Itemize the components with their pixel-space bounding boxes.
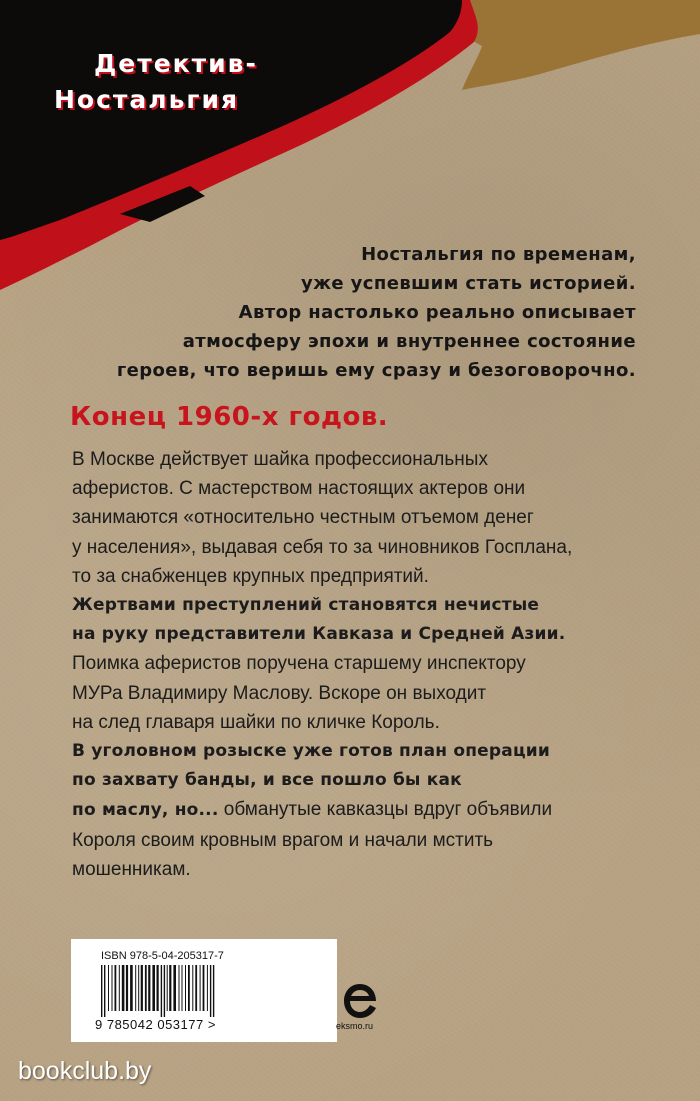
blurb-line: Ностальгия по временам, — [361, 244, 636, 265]
annotation-line-bold: по захвату банды, и все пошло бы как — [72, 770, 462, 791]
barcode-bar — [126, 965, 128, 1011]
barcode-bar — [119, 965, 120, 1011]
annotation-line: Поимка аферистов поручена старшему инспектору — [72, 653, 526, 675]
annotation-text — [72, 445, 672, 884]
publisher-site: eksmo.ru — [336, 1021, 374, 1031]
barcode-bar — [104, 965, 105, 1017]
barcode-bar — [138, 965, 139, 1011]
barcode-bar — [185, 965, 186, 1011]
watermark: bookclub.by — [18, 1057, 152, 1085]
period-heading: Конец 1960-х годов. — [70, 402, 389, 432]
barcode-bar — [108, 965, 109, 1011]
annotation-bold-fragment: по маслу, но... — [72, 800, 219, 821]
barcode-bar — [195, 965, 197, 1011]
barcode-bar — [161, 965, 162, 1017]
annotation-line: Короля своим кровным врагом и начали мстить — [72, 829, 494, 851]
eksmo-logo-icon — [341, 981, 379, 1021]
annotation-line: аферистов. С мастерством настоящих актеров они — [72, 478, 526, 500]
annotation-line: у населения», выдавая себя то за чиновников Госплана, — [72, 536, 573, 558]
annotation-line-bold: на руку представители Кавказа и Средней Азии. — [72, 624, 566, 645]
barcode-bar — [141, 965, 143, 1011]
barcode-bar — [200, 965, 201, 1011]
barcode-bar — [192, 965, 193, 1011]
barcode-bar — [213, 965, 214, 1017]
series-title — [54, 46, 258, 118]
black-brush-stroke — [0, 0, 462, 240]
barcode-bar — [148, 965, 150, 1011]
annotation-line: то за снабженцев крупных предприятий. — [72, 565, 429, 587]
barcode-bar — [157, 965, 159, 1011]
annotation-line-bold: Жертвами преступлений становятся нечистые — [72, 595, 540, 616]
barcode-bar — [145, 965, 147, 1011]
annotation-regular-fragment: обманутые кавказцы вдруг объявили — [218, 799, 553, 821]
barcode-bar — [135, 965, 136, 1011]
barcode-bar — [112, 965, 113, 1011]
gold-brush-stroke — [448, 0, 700, 90]
barcode-bar — [130, 965, 133, 1011]
barcode-bar — [210, 965, 211, 1017]
series-title-line2: Ностальгия — [54, 85, 240, 114]
barcode-bars — [101, 965, 271, 1017]
barcode-panel — [71, 939, 374, 1042]
barcode-bar — [207, 965, 208, 1011]
barcode-bar — [164, 965, 165, 1017]
isbn-label: ISBN 978-5-04-205317-7 — [101, 950, 224, 962]
barcode-bar — [203, 965, 205, 1011]
blurb-line: героев, что веришь ему сразу и безоговорочно. — [116, 360, 636, 381]
barcode-bar — [152, 965, 155, 1011]
annotation-line: В Москве действует шайка профессиональных — [72, 449, 488, 470]
blurb-line: уже успевшим стать историей. — [300, 273, 636, 294]
barcode-bar — [182, 965, 183, 1011]
barcode-bar — [115, 965, 117, 1011]
barcode-bar — [173, 965, 176, 1011]
annotation-line: мошенникам. — [72, 858, 191, 880]
blurb-line: атмосферу эпохи и внутреннее состояние — [182, 331, 636, 352]
barcode-bar — [167, 965, 168, 1011]
blurb — [36, 240, 636, 385]
blurb-line: Автор настолько реально описывает — [238, 302, 636, 323]
series-title-line1: Детектив- — [94, 49, 258, 78]
annotation-line-bold: В уголовном розыске уже готов план операции — [72, 741, 550, 762]
barcode-bar — [188, 965, 190, 1011]
annotation-line-mixed — [72, 795, 672, 825]
annotation-line: МУРа Владимиру Маслову. Вскоре он выходит — [72, 682, 487, 704]
barcode-bar — [169, 965, 171, 1011]
annotation-line: занимаются «относительно честным отъемом денег — [72, 507, 534, 529]
barcode-bar — [122, 965, 125, 1011]
annotation-line: на след главаря шайки по кличке Король. — [72, 711, 440, 733]
barcode-bar — [179, 965, 180, 1011]
barcode-bar — [101, 965, 102, 1017]
barcode-number: 9 785042 053177 > — [95, 1017, 216, 1032]
